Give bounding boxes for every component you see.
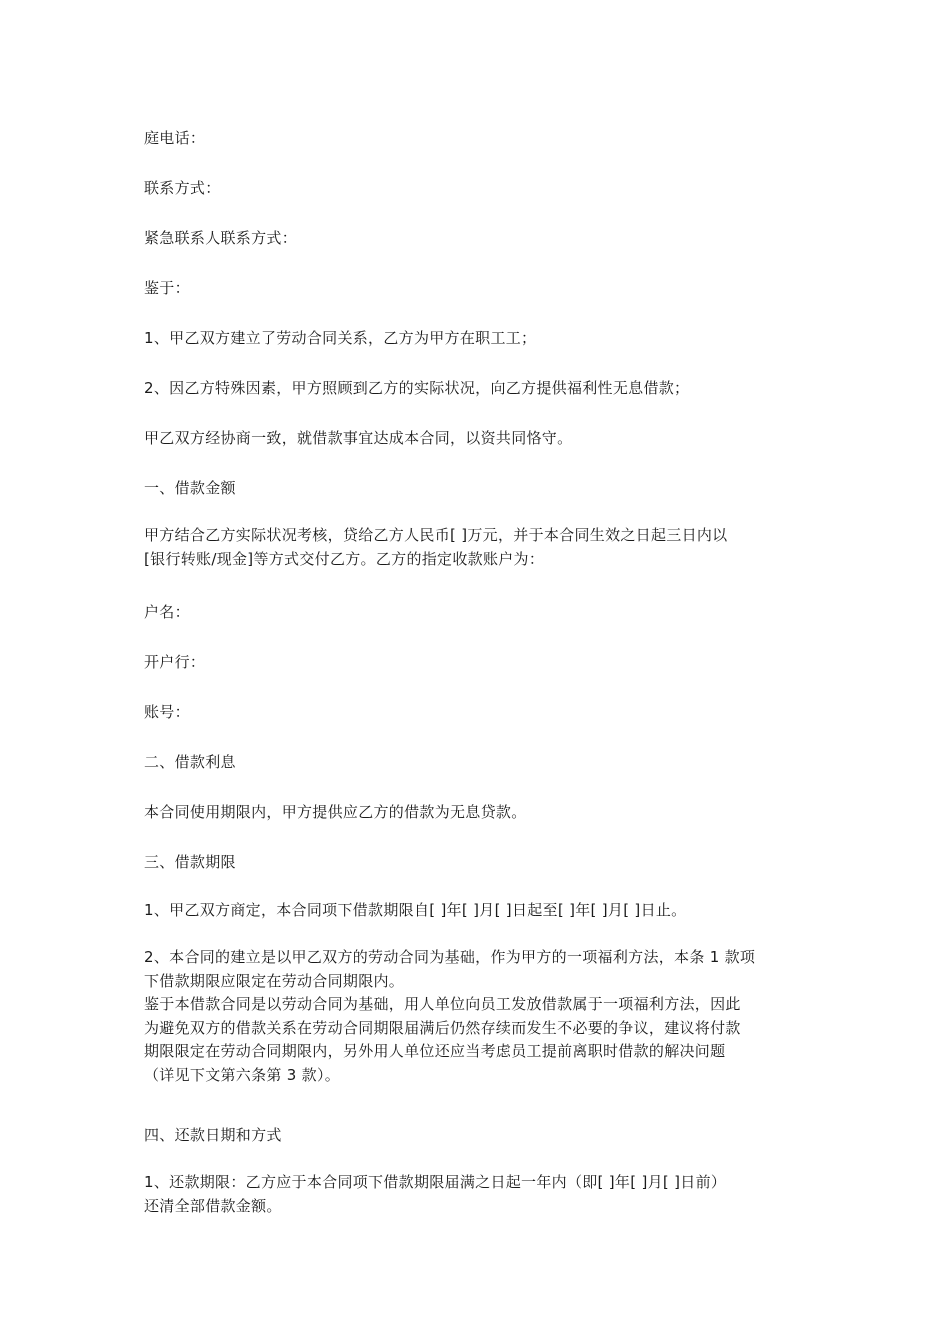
agreement-statement: 甲乙双方经协商一致，就借款事宜达成本合同，以资共同恪守。 xyxy=(144,429,573,447)
section-4-item-1-line-2: 还清全部借款金额。 xyxy=(144,1196,282,1215)
section-4-title: 四、还款日期和方式 xyxy=(144,1126,282,1144)
whereas-item-2: 2、因乙方特殊因素，甲方照顾到乙方的实际状况，向乙方提供福利性无息借款； xyxy=(144,379,690,397)
account-number-label: 账号： xyxy=(144,703,190,721)
section-4-item-1 xyxy=(144,1171,809,1218)
home-phone-label: 庭电话： xyxy=(144,129,206,147)
section-3-item-2-line-1: 2、本合同的建立是以甲乙双方的劳动合同为基础，作为甲方的一项福利方法，本条 1 款项 xyxy=(144,948,756,966)
section-1-body-line-2: [银行转账/现金]等方式交付乙方。乙方的指定收款账户为： xyxy=(144,549,545,568)
bank-label: 开户行： xyxy=(144,653,206,671)
note-line-2: 为避免双方的借款关系在劳动合同期限届满后仍然存续而发生不必要的争议，建议将付款 xyxy=(144,1018,741,1037)
note-line-3: 期限限定在劳动合同期限内，另外用人单位还应当考虑员工提前离职时借款的解决问题 xyxy=(144,1042,726,1060)
whereas-item-1: 1、甲乙双方建立了劳动合同关系，乙方为甲方在职工工； xyxy=(144,329,537,347)
section-4-item-1-line-1: 1、还款期限：乙方应于本合同项下借款期限届满之日起一年内（即[ ]年[ ]月[ ]日前） xyxy=(144,1173,727,1191)
section-1-body xyxy=(144,524,809,571)
note-line-4: （详见下文第六条第 3 款）。 xyxy=(144,1065,341,1084)
note-line-1: 鉴于本借款合同是以劳动合同为基础，用人单位向员工发放借款属于一项福利方法，因此 xyxy=(144,995,741,1013)
section-3-item-2 xyxy=(144,946,809,1087)
section-2-title: 二、借款利息 xyxy=(144,753,236,771)
section-3-item-1: 1、甲乙双方商定，本合同项下借款期限自[ ]年[ ]月[ ]日起至[ ]年[ ]月[ ]日止。 xyxy=(144,901,687,919)
whereas-heading: 鉴于： xyxy=(144,279,190,297)
emergency-contact-label: 紧急联系人联系方式： xyxy=(144,229,298,247)
contact-label: 联系方式： xyxy=(144,179,221,197)
section-1-title: 一、借款金额 xyxy=(144,479,236,497)
section-3-item-2-line-2: 下借款期限应限定在劳动合同期限内。 xyxy=(144,971,405,990)
section-1-body-line-1: 甲方结合乙方实际状况考核，贷给乙方人民币[ ]万元，并于本合同生效之日起三日内以 xyxy=(144,526,728,544)
section-2-body: 本合同使用期限内，甲方提供应乙方的借款为无息贷款。 xyxy=(144,803,527,821)
section-3-title: 三、借款期限 xyxy=(144,853,236,871)
account-name-label: 户名： xyxy=(144,603,190,621)
